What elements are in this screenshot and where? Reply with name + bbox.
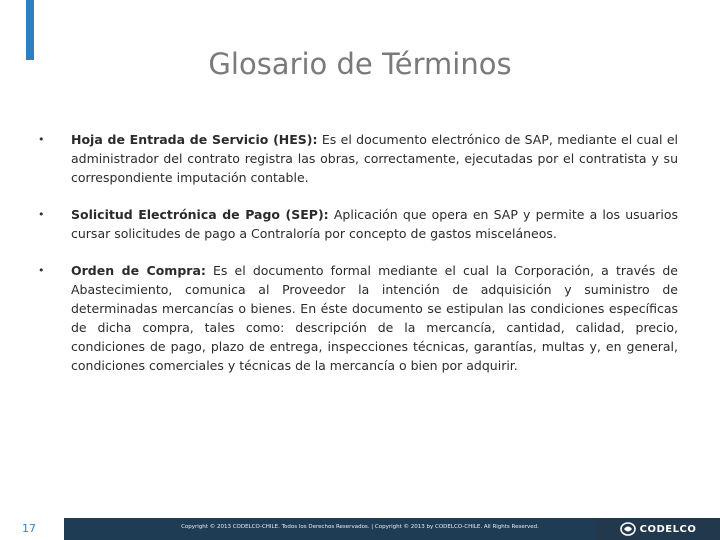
glossary-definition: Es el documento formal mediante el cual la Corporación, a través de Abastecimiento, comunica al Proveedor la intención de adquisición y suministro de determinadas mercancías o bienes. En éste documento se estipulan las condiciones específicas de dicha compra, tales como: descripción de la mercancía, cantidad, calidad, precio, condiciones de pago, plazo de entrega, inspecciones técnicas, garantías, multas y, en general, condiciones comerciales y técnicas de la mercancía o bien por adquirir.: [71, 263, 679, 373]
codelco-logo-icon: [620, 522, 636, 536]
page-number: 17: [18, 522, 40, 535]
page-title: Glosario de Términos: [208, 47, 512, 81]
footer-bar: [0, 518, 720, 540]
brand-logo: [596, 518, 720, 540]
glossary-item-hes: [38, 130, 678, 187]
bullet: •: [38, 264, 45, 277]
bullet: •: [38, 133, 45, 146]
glossary-term: Orden de Compra:: [71, 263, 206, 278]
glossary-term: Solicitud Electrónica de Pago (SEP):: [71, 207, 329, 222]
glossary-item-orden-compra: [38, 261, 678, 375]
glossary-definition: Aplicación que opera en SAP y permite a los usuarios cursar solicitudes de pago a Contraloría por concepto de gastos misceláneos.: [71, 207, 678, 241]
glossary-term: Hoja de Entrada de Servicio (HES):: [71, 132, 318, 147]
bullet: •: [38, 208, 45, 221]
brand-name: CODELCO: [639, 523, 697, 535]
glossary-definition: Es el documento electrónico de SAP, mediante el cual el administrador del contrato registra las obras, correctamente, ejecutadas por el contratista y su correspondiente imputación contable.: [71, 132, 678, 185]
glossary-list: [38, 130, 678, 393]
glossary-item-sep: [38, 205, 678, 243]
copyright-text: Copyright © 2013 CODELCO-CHILE. Todos los Derechos Reservados. | Copyright © 2013 by CODELCO-CHILE. All Rights Reserved.: [181, 524, 539, 530]
